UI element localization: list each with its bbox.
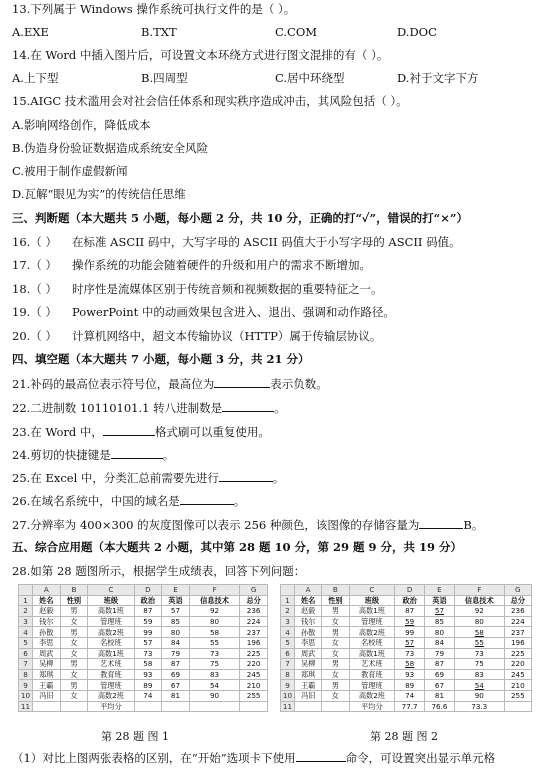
tf-text: 操作系统的功能会随着硬件的升级和用户的需求不断增加。 bbox=[72, 258, 371, 272]
data-cell: 57 bbox=[134, 637, 162, 648]
sheet-header-row bbox=[281, 595, 532, 606]
data-cell: 67 bbox=[425, 680, 455, 691]
data-cell: 236 bbox=[504, 606, 531, 617]
data-cell: 59 bbox=[395, 616, 425, 627]
average-value bbox=[189, 701, 239, 712]
row-number: 7 bbox=[19, 659, 33, 670]
data-cell: 57 bbox=[425, 606, 455, 617]
data-cell: 高数1班 bbox=[88, 606, 134, 617]
data-cell: 80 bbox=[425, 627, 455, 638]
q14-option-c: C.居中环绕型 bbox=[275, 71, 345, 85]
column-letter: B bbox=[60, 585, 88, 596]
row-number: 11 bbox=[281, 701, 295, 712]
table-row bbox=[281, 606, 532, 617]
data-cell: 87 bbox=[162, 659, 190, 670]
fill-post: 表示负数。 bbox=[270, 377, 328, 391]
column-letter: F bbox=[454, 585, 504, 596]
data-cell: 男 bbox=[322, 659, 349, 670]
answer-blank[interactable] bbox=[103, 424, 155, 436]
q14-option-a: A.上下型 bbox=[12, 71, 59, 85]
data-cell: 83 bbox=[454, 669, 504, 680]
table-row bbox=[19, 669, 268, 680]
data-cell: 225 bbox=[240, 648, 268, 659]
table-row bbox=[281, 669, 532, 680]
q15-option-c: C.被用于制作虚假新闻 bbox=[12, 164, 128, 178]
table-row bbox=[19, 606, 268, 617]
data-cell: 男 bbox=[322, 606, 349, 617]
data-cell: 237 bbox=[504, 627, 531, 638]
q28-stem: 28.如第 28 题图所示，根据学生成绩表，回答下列问题： bbox=[12, 564, 306, 578]
tf-number: 19.（ ） bbox=[12, 305, 57, 319]
answer-blank[interactable] bbox=[111, 447, 163, 459]
header-cell: 班级 bbox=[88, 595, 134, 606]
data-cell: 高数2班 bbox=[88, 690, 134, 701]
data-cell: 84 bbox=[162, 637, 190, 648]
answer-blank[interactable] bbox=[180, 493, 234, 505]
figure-2-caption: 第 28 题 图 2 bbox=[370, 730, 438, 743]
data-cell: 87 bbox=[395, 606, 425, 617]
data-cell: 87 bbox=[425, 659, 455, 670]
data-cell: 女 bbox=[60, 648, 88, 659]
data-cell: 87 bbox=[134, 606, 162, 617]
column-letter: C bbox=[349, 585, 395, 596]
tf-item-20 bbox=[12, 329, 381, 344]
fill-post: 。 bbox=[233, 494, 246, 508]
answer-blank[interactable] bbox=[222, 400, 274, 412]
data-cell: 孙散 bbox=[295, 627, 322, 638]
header-cell: 政治 bbox=[134, 595, 162, 606]
column-letter: A bbox=[295, 585, 322, 596]
tf-item-19 bbox=[12, 305, 395, 320]
data-cell: 69 bbox=[162, 669, 190, 680]
data-cell: 85 bbox=[425, 616, 455, 627]
header-cell: 姓名 bbox=[295, 595, 322, 606]
fill-item-24 bbox=[12, 447, 174, 463]
answer-blank[interactable] bbox=[219, 470, 273, 482]
data-cell: 58 bbox=[134, 659, 162, 670]
q13-option-d: D.DOC bbox=[397, 25, 437, 39]
column-letter: G bbox=[504, 585, 531, 596]
data-cell: 80 bbox=[454, 616, 504, 627]
data-cell: 236 bbox=[240, 606, 268, 617]
data-cell: 59 bbox=[134, 616, 162, 627]
column-letter: B bbox=[322, 585, 349, 596]
data-cell: 男 bbox=[60, 606, 88, 617]
table-row bbox=[19, 690, 268, 701]
data-cell bbox=[60, 701, 88, 712]
data-cell: 教育班 bbox=[88, 669, 134, 680]
data-cell: 210 bbox=[240, 680, 268, 691]
q14-stem: 14.在 Word 中插入图片后，可设置文本环绕方式进行图文混排的有（ ）。 bbox=[12, 48, 389, 62]
average-row bbox=[281, 701, 532, 712]
average-label: 平均分 bbox=[349, 701, 395, 712]
tf-item-17 bbox=[12, 258, 371, 273]
tf-number: 17.（ ） bbox=[12, 258, 57, 272]
data-cell: 55 bbox=[189, 637, 239, 648]
data-cell: 女 bbox=[322, 690, 349, 701]
data-cell: 224 bbox=[240, 616, 268, 627]
data-cell: 224 bbox=[504, 616, 531, 627]
row-number: 4 bbox=[281, 627, 295, 638]
tf-item-18 bbox=[12, 282, 383, 297]
data-cell: 58 bbox=[454, 627, 504, 638]
data-cell: 73 bbox=[189, 648, 239, 659]
row-number: 10 bbox=[281, 690, 295, 701]
data-cell: 245 bbox=[240, 669, 268, 680]
average-label: 平均分 bbox=[88, 701, 134, 712]
answer-blank[interactable] bbox=[214, 376, 270, 388]
fill-pre: 22.二进制数 10110101.1 转八进制数是 bbox=[12, 401, 223, 415]
data-cell: 赵毅 bbox=[33, 606, 61, 617]
data-cell: 90 bbox=[454, 690, 504, 701]
column-letter: E bbox=[162, 585, 190, 596]
data-cell: 女 bbox=[60, 690, 88, 701]
table-row bbox=[281, 648, 532, 659]
data-cell: 210 bbox=[504, 680, 531, 691]
tf-number: 16.（ ） bbox=[12, 235, 57, 249]
data-cell: 54 bbox=[189, 680, 239, 691]
data-cell: 高数2班 bbox=[88, 627, 134, 638]
header-cell: 政治 bbox=[395, 595, 425, 606]
row-number: 4 bbox=[19, 627, 33, 638]
header-cell: 总分 bbox=[240, 595, 268, 606]
data-cell: 女 bbox=[322, 616, 349, 627]
table-row bbox=[281, 690, 532, 701]
q28-sub-1 bbox=[12, 750, 495, 766]
data-cell: 73 bbox=[454, 648, 504, 659]
header-cell: 姓名 bbox=[33, 595, 61, 606]
data-cell: 80 bbox=[189, 616, 239, 627]
column-header-row bbox=[281, 585, 532, 596]
data-cell: 255 bbox=[504, 690, 531, 701]
sheet-header-row bbox=[19, 595, 268, 606]
data-cell: 女 bbox=[322, 648, 349, 659]
sheet-corner bbox=[19, 585, 33, 596]
data-cell: 225 bbox=[504, 648, 531, 659]
data-cell bbox=[33, 701, 61, 712]
data-cell: 周武 bbox=[295, 648, 322, 659]
data-cell: 58 bbox=[395, 659, 425, 670]
row-number: 3 bbox=[281, 616, 295, 627]
q13-option-b: B.TXT bbox=[141, 25, 177, 39]
fill-item-27 bbox=[12, 517, 483, 533]
fill-pre: 21.补码的最高位表示符号位，最高位为 bbox=[12, 377, 215, 391]
data-cell: 220 bbox=[504, 659, 531, 670]
data-cell: 85 bbox=[162, 616, 190, 627]
section3-title: 三、判断题（本大题共 5 小题，每小题 2 分，共 10 分，正确的打“✓”，错误的打“×”） bbox=[12, 211, 469, 225]
data-cell: 92 bbox=[454, 606, 504, 617]
data-cell: 57 bbox=[162, 606, 190, 617]
data-cell: 李思 bbox=[33, 637, 61, 648]
data-cell: 高数1班 bbox=[349, 606, 395, 617]
q28-sub-1-pre: （1）对比上图两张表格的区别，在“开始”选项卡下使用 bbox=[12, 751, 296, 765]
row-number: 9 bbox=[281, 680, 295, 691]
row-number: 11 bbox=[19, 701, 33, 712]
data-cell: 74 bbox=[134, 690, 162, 701]
data-cell: 管理班 bbox=[349, 616, 395, 627]
data-cell bbox=[240, 701, 268, 712]
section4-title: 四、填空题（本大题共 7 小题，每小题 3 分，共 21 分） bbox=[12, 352, 310, 366]
sheet-corner bbox=[281, 585, 295, 596]
data-cell: 67 bbox=[162, 680, 190, 691]
q15-stem: 15.AIGC 技术滥用会对社会信任体系和现实秩序造成冲击，其风险包括（ ）。 bbox=[12, 94, 408, 108]
data-cell: 220 bbox=[240, 659, 268, 670]
data-cell: 管理班 bbox=[88, 616, 134, 627]
q28-sub-1-post: 命令，可设置突出显示单元格 bbox=[345, 751, 496, 765]
data-cell: 赵毅 bbox=[295, 606, 322, 617]
fill-pre: 27.分辨率为 400×300 的灰度图像可以表示 256 种颜色，该图像的存储容量为 bbox=[12, 518, 420, 532]
row-number: 3 bbox=[19, 616, 33, 627]
fill-pre: 25.在 Excel 中，分类汇总前需要先进行 bbox=[12, 471, 219, 485]
data-cell: 名校班 bbox=[88, 637, 134, 648]
data-cell: 75 bbox=[189, 659, 239, 670]
table-row bbox=[19, 680, 268, 691]
fill-item-22 bbox=[12, 400, 286, 416]
column-letter: A bbox=[33, 585, 61, 596]
data-cell: 69 bbox=[425, 669, 455, 680]
header-cell: 信息技术 bbox=[189, 595, 239, 606]
data-cell: 管理班 bbox=[88, 680, 134, 691]
table-row bbox=[281, 627, 532, 638]
answer-blank[interactable] bbox=[296, 750, 346, 762]
data-cell: 高数2班 bbox=[349, 690, 395, 701]
data-cell: 84 bbox=[425, 637, 455, 648]
fill-post: 。 bbox=[274, 401, 286, 415]
data-cell: 管理班 bbox=[349, 680, 395, 691]
data-cell: 郑琪 bbox=[295, 669, 322, 680]
figure-1-caption: 第 28 题 图 1 bbox=[101, 730, 169, 743]
column-letter: E bbox=[425, 585, 455, 596]
data-cell: 81 bbox=[162, 690, 190, 701]
header-cell: 英语 bbox=[425, 595, 455, 606]
data-cell: 93 bbox=[395, 669, 425, 680]
data-cell: 钱尔 bbox=[295, 616, 322, 627]
data-cell: 吴柳 bbox=[33, 659, 61, 670]
tf-text: 在标准 ASCII 码中，大写字母的 ASCII 码值大于小写字母的 ASCII 码值。 bbox=[72, 235, 461, 249]
data-cell: 79 bbox=[162, 648, 190, 659]
row-number: 8 bbox=[19, 669, 33, 680]
table-row bbox=[19, 616, 268, 627]
data-cell: 99 bbox=[134, 627, 162, 638]
fill-post: 。 bbox=[162, 448, 175, 462]
data-cell: 79 bbox=[425, 648, 455, 659]
data-cell: 196 bbox=[504, 637, 531, 648]
data-cell: 艺术班 bbox=[349, 659, 395, 670]
row-number: 5 bbox=[281, 637, 295, 648]
answer-blank[interactable] bbox=[419, 517, 463, 529]
data-cell: 男 bbox=[322, 680, 349, 691]
header-cell: 英语 bbox=[162, 595, 190, 606]
data-cell: 女 bbox=[322, 637, 349, 648]
row-number: 7 bbox=[281, 659, 295, 670]
fill-pre: 24.剪切的快捷键是 bbox=[12, 448, 111, 462]
data-cell: 冯旧 bbox=[33, 690, 61, 701]
tf-text: 计算机网络中，超文本传输协议（HTTP）属于传输层协议。 bbox=[72, 329, 382, 343]
header-cell: 总分 bbox=[504, 595, 531, 606]
column-letter: F bbox=[189, 585, 239, 596]
tf-number: 18.（ ） bbox=[12, 282, 57, 296]
data-cell: 孙散 bbox=[33, 627, 61, 638]
fill-post: 。 bbox=[272, 471, 285, 485]
row-number: 10 bbox=[19, 690, 33, 701]
row-number: 8 bbox=[281, 669, 295, 680]
q13-stem: 13.下列属于 Windows 操作系统可执行文件的是（ ）。 bbox=[12, 2, 296, 16]
average-value: 76.6 bbox=[425, 701, 455, 712]
spreadsheet-figure-2 bbox=[280, 584, 532, 712]
header-cell: 班级 bbox=[349, 595, 395, 606]
data-cell: 90 bbox=[189, 690, 239, 701]
data-cell: 237 bbox=[240, 627, 268, 638]
row-number: 6 bbox=[19, 648, 33, 659]
spreadsheet-figure-1 bbox=[18, 584, 268, 712]
data-cell: 58 bbox=[189, 627, 239, 638]
q15-option-d: D.瓦解“眼见为实”的传统信任思维 bbox=[12, 187, 186, 201]
column-letter: D bbox=[395, 585, 425, 596]
tf-item-16 bbox=[12, 235, 461, 250]
column-letter: C bbox=[88, 585, 134, 596]
table-row bbox=[19, 659, 268, 670]
data-cell: 李思 bbox=[295, 637, 322, 648]
data-cell: 名校班 bbox=[349, 637, 395, 648]
data-cell: 196 bbox=[240, 637, 268, 648]
q14-option-d: D.衬于文字下方 bbox=[397, 71, 479, 85]
data-cell: 73 bbox=[134, 648, 162, 659]
row-number: 1 bbox=[281, 595, 295, 606]
data-cell: 255 bbox=[240, 690, 268, 701]
q13-option-a: A.EXE bbox=[12, 25, 49, 39]
data-cell: 冯旧 bbox=[295, 690, 322, 701]
average-value: 77.7 bbox=[395, 701, 425, 712]
average-value bbox=[162, 701, 190, 712]
average-row bbox=[19, 701, 268, 712]
data-cell: 73 bbox=[395, 648, 425, 659]
table-row bbox=[19, 648, 268, 659]
tf-text: PowerPoint 中的动画效果包含进入、退出、强调和动作路径。 bbox=[72, 305, 395, 319]
average-value bbox=[134, 701, 162, 712]
data-cell: 75 bbox=[454, 659, 504, 670]
fill-post: 格式刷可以重复使用。 bbox=[154, 425, 270, 439]
q14-option-b: B.四周型 bbox=[141, 71, 188, 85]
column-letter: G bbox=[240, 585, 268, 596]
table-row bbox=[281, 680, 532, 691]
row-number: 2 bbox=[281, 606, 295, 617]
fill-pre: 23.在 Word 中， bbox=[12, 425, 103, 439]
data-cell: 男 bbox=[322, 627, 349, 638]
data-cell: 55 bbox=[454, 637, 504, 648]
fill-item-23 bbox=[12, 424, 270, 440]
data-cell bbox=[504, 701, 531, 712]
fill-post: B。 bbox=[463, 518, 484, 532]
data-cell: 男 bbox=[60, 659, 88, 670]
fill-item-25 bbox=[12, 470, 284, 486]
data-cell: 女 bbox=[60, 669, 88, 680]
data-cell: 周武 bbox=[33, 648, 61, 659]
data-cell: 81 bbox=[425, 690, 455, 701]
row-number: 5 bbox=[19, 637, 33, 648]
header-cell: 性别 bbox=[60, 595, 88, 606]
average-value: 73.3 bbox=[454, 701, 504, 712]
row-number: 6 bbox=[281, 648, 295, 659]
data-cell: 57 bbox=[395, 637, 425, 648]
data-cell: 女 bbox=[60, 637, 88, 648]
data-cell: 80 bbox=[162, 627, 190, 638]
table-row bbox=[281, 659, 532, 670]
section5-title: 五、综合应用题（本大题共 2 小题，其中第 28 题 10 分，第 29 题 9 分，共 19 分） bbox=[12, 540, 463, 554]
data-cell: 教育班 bbox=[349, 669, 395, 680]
row-number: 1 bbox=[19, 595, 33, 606]
q15-option-b: B.伪造身份验证数据造成系统安全风险 bbox=[12, 141, 209, 155]
column-letter: D bbox=[134, 585, 162, 596]
tf-text: 时序性是流媒体区别于传统音频和视频数据的重要特征之一。 bbox=[72, 282, 383, 296]
column-header-row bbox=[19, 585, 268, 596]
data-cell: 王霸 bbox=[295, 680, 322, 691]
data-cell: 高数1班 bbox=[88, 648, 134, 659]
data-cell: 郑琪 bbox=[33, 669, 61, 680]
data-cell: 王霸 bbox=[33, 680, 61, 691]
row-number: 2 bbox=[19, 606, 33, 617]
data-cell: 艺术班 bbox=[88, 659, 134, 670]
data-cell: 245 bbox=[504, 669, 531, 680]
q13-option-c: C.COM bbox=[275, 25, 318, 39]
data-cell: 54 bbox=[454, 680, 504, 691]
data-cell: 高数2班 bbox=[349, 627, 395, 638]
data-cell: 92 bbox=[189, 606, 239, 617]
data-cell: 74 bbox=[395, 690, 425, 701]
data-cell bbox=[295, 701, 322, 712]
data-cell bbox=[322, 701, 349, 712]
data-cell: 99 bbox=[395, 627, 425, 638]
row-number: 9 bbox=[19, 680, 33, 691]
data-cell: 女 bbox=[60, 616, 88, 627]
table-row bbox=[281, 637, 532, 648]
data-cell: 吴柳 bbox=[295, 659, 322, 670]
data-cell: 89 bbox=[395, 680, 425, 691]
header-cell: 性别 bbox=[322, 595, 349, 606]
data-cell: 89 bbox=[134, 680, 162, 691]
q15-option-a: A.影响网络创作，降低成本 bbox=[12, 118, 151, 132]
header-cell: 信息技术 bbox=[454, 595, 504, 606]
table-row bbox=[19, 627, 268, 638]
fill-item-26 bbox=[12, 493, 245, 509]
fill-item-21 bbox=[12, 376, 328, 392]
data-cell: 女 bbox=[322, 669, 349, 680]
table-row bbox=[19, 637, 268, 648]
data-cell: 男 bbox=[60, 627, 88, 638]
fill-pre: 26.在域名系统中，中国的域名是 bbox=[12, 494, 180, 508]
data-cell: 钱尔 bbox=[33, 616, 61, 627]
data-cell: 93 bbox=[134, 669, 162, 680]
data-cell: 83 bbox=[189, 669, 239, 680]
table-row bbox=[281, 616, 532, 627]
data-cell: 男 bbox=[60, 680, 88, 691]
data-cell: 高数1班 bbox=[349, 648, 395, 659]
tf-number: 20.（ ） bbox=[12, 329, 57, 343]
